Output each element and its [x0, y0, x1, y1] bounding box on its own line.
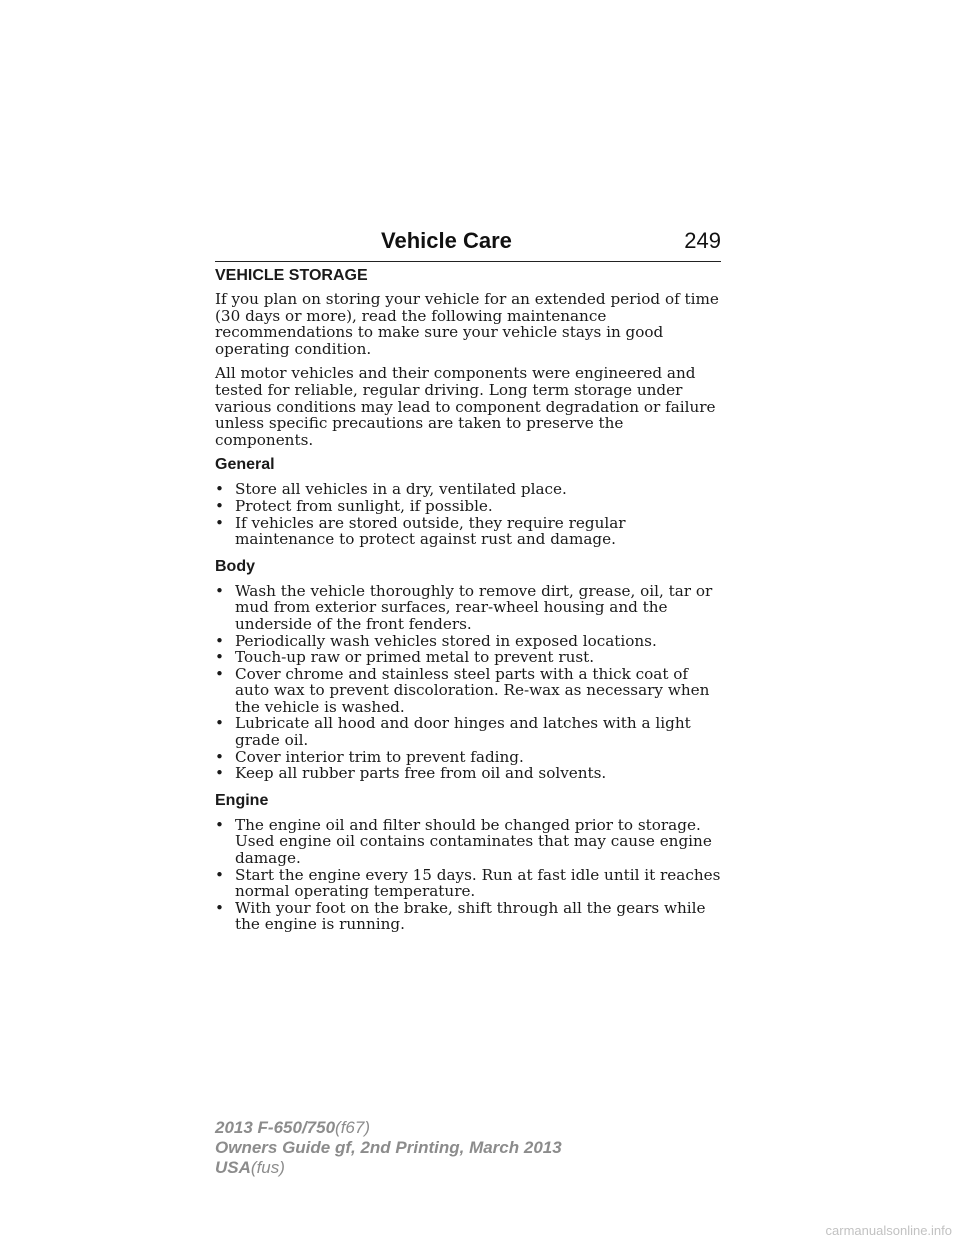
bullet-icon: •	[215, 648, 224, 667]
list-item: • Protect from sunlight, if possible.	[215, 496, 493, 515]
bullet-icon: •	[215, 631, 224, 650]
watermark: carmanualsonline.info	[825, 1223, 952, 1238]
general-heading: General	[215, 456, 275, 474]
list-item: • If vehicles are stored outside, they require regular maintenance to protect against rust and damage.	[215, 513, 626, 549]
body-list	[215, 583, 725, 782]
bullet-icon: •	[215, 898, 224, 917]
page-header	[215, 228, 721, 262]
list-item: • Keep all rubber parts free from oil and solvents.	[215, 764, 607, 783]
bullet-icon: •	[215, 815, 224, 834]
body-heading: Body	[215, 557, 255, 575]
bullet-icon: •	[215, 747, 224, 766]
bullet-icon: •	[215, 480, 224, 499]
bullet-icon: •	[215, 714, 224, 733]
footer-market-line: USA(fus)	[215, 1158, 285, 1177]
list-item: • Touch-up raw or primed metal to prevent rust.	[215, 648, 595, 667]
bullet-icon: •	[215, 581, 224, 600]
bullet-icon: •	[215, 496, 224, 515]
print-footer	[215, 1118, 562, 1178]
list-item: • Lubricate all hood and door hinges and latches with a light grade oil.	[215, 714, 691, 750]
page-content	[215, 267, 725, 943]
footer-edition-line: Owners Guide gf, 2nd Printing, March 2013	[215, 1138, 562, 1157]
footer-model-line: 2013 F-650/750(f67)	[215, 1118, 371, 1137]
bullet-icon: •	[215, 764, 224, 783]
list-item: • With your foot on the brake, shift through all the gears while the engine is running.	[215, 898, 706, 934]
bullet-icon: •	[215, 664, 224, 683]
general-list	[215, 481, 725, 547]
vehicle-storage-heading: VEHICLE STORAGE	[215, 267, 368, 284]
list-item: • Store all vehicles in a dry, ventilated place.	[215, 480, 567, 499]
page-number: 249	[684, 228, 721, 253]
list-item: • Cover interior trim to prevent fading.	[215, 747, 524, 766]
bullet-icon: •	[215, 865, 224, 884]
list-item: • The engine oil and filter should be changed prior to storage. Used engine oil contains contaminates that may cause engine damage.	[215, 815, 712, 868]
list-item: • Wash the vehicle thoroughly to remove dirt, grease, oil, tar or mud from exterior surfaces, rear-wheel housing and the underside of the front fenders.	[215, 581, 713, 633]
section-title: Vehicle Care	[381, 228, 512, 253]
engine-heading: Engine	[215, 791, 269, 809]
engine-list	[215, 817, 725, 933]
intro-paragraph: If you plan on storing your vehicle for an extended period of time (30 days or more), read the following maintenance recommendations to make sure your vehicle stays in good operating condition.	[215, 290, 719, 358]
bullet-icon: •	[215, 513, 224, 532]
components-paragraph: All motor vehicles and their components were engineered and tested for reliable, regular driving. Long term storage under various conditions may lead to component degradation or failure unless specific precautions are taken to preserve the components.	[215, 364, 716, 449]
list-item: • Start the engine every 15 days. Run at fast idle until it reaches normal operating temperature.	[215, 865, 721, 901]
list-item: • Periodically wash vehicles stored in exposed locations.	[215, 631, 657, 650]
list-item: • Cover chrome and stainless steel parts with a thick coat of auto wax to prevent discoloration. Re-wax as necessary when the vehicle is washed.	[215, 664, 710, 716]
